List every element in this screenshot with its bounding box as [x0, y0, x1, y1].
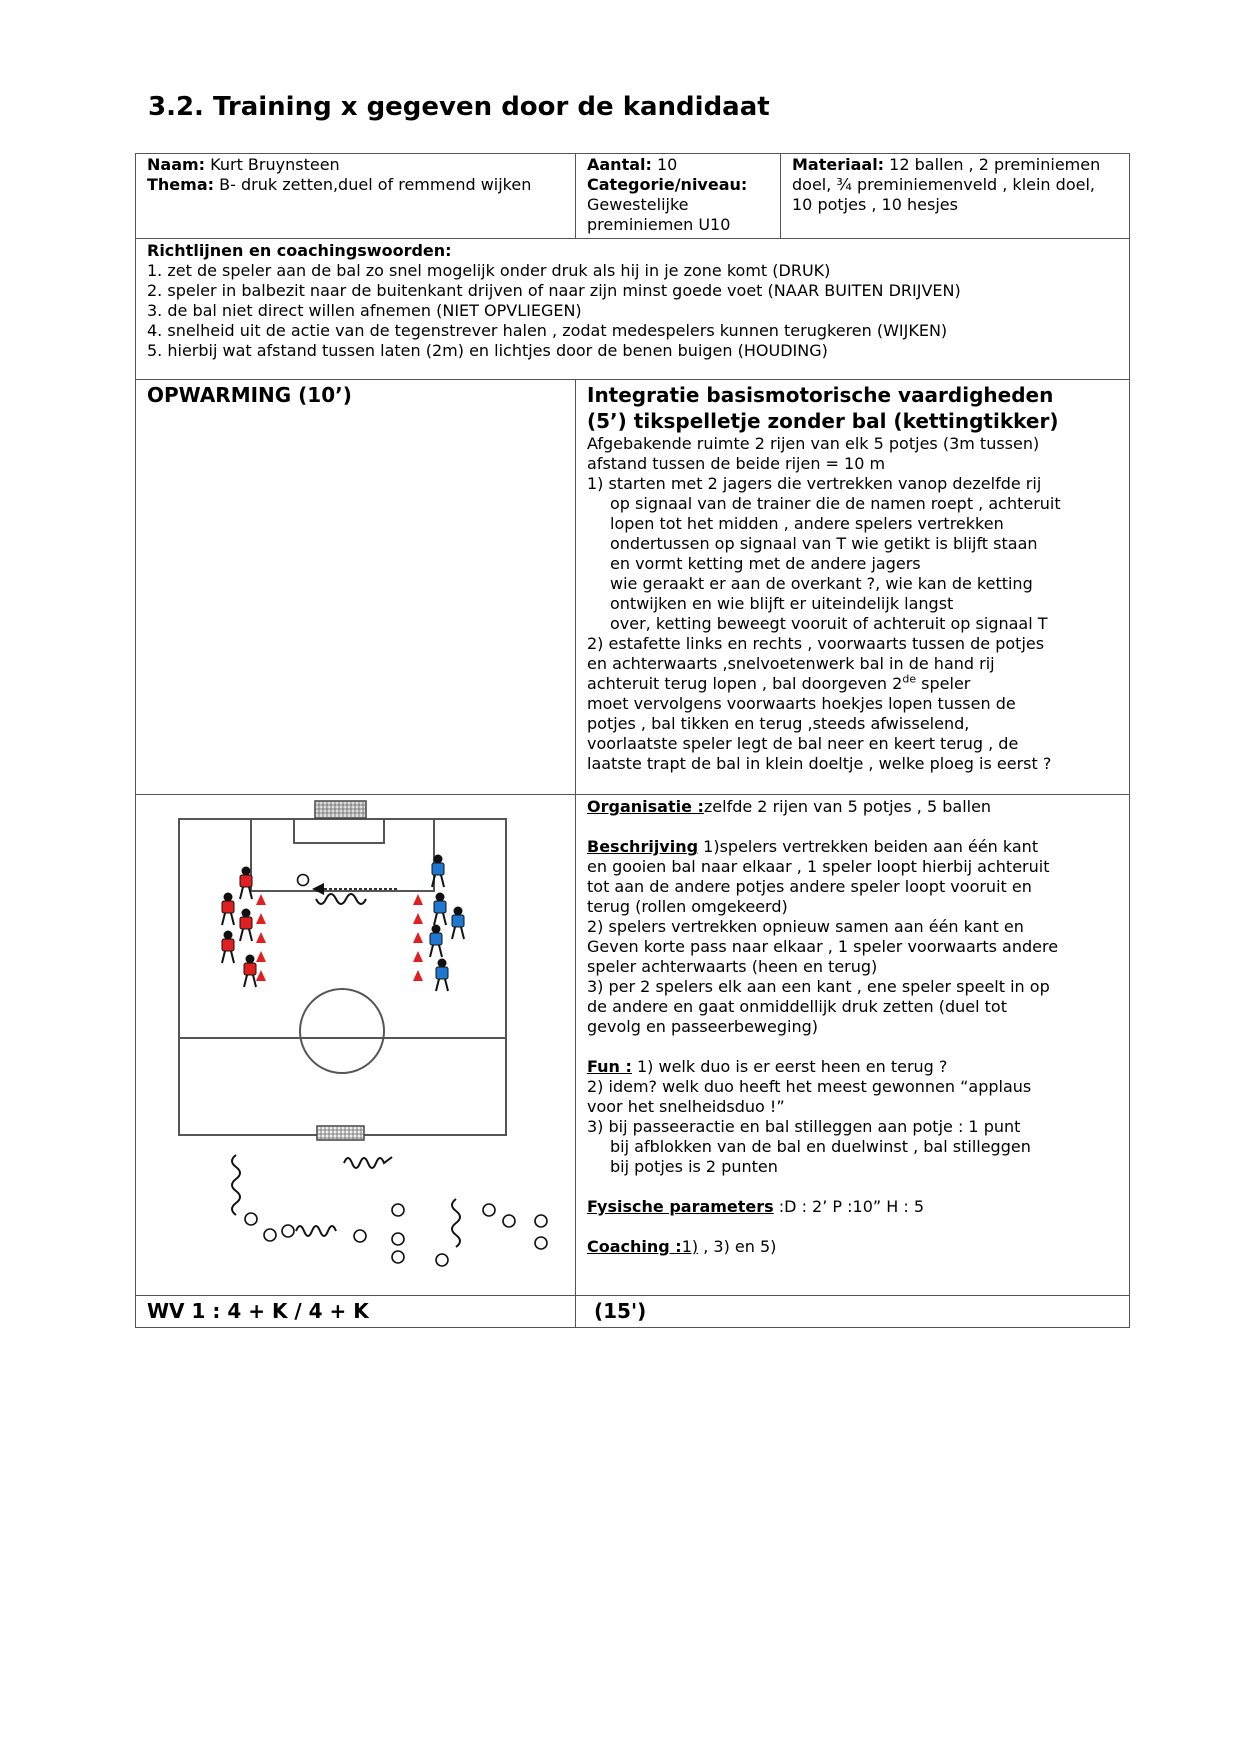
integratie-indented-line: op signaal van de trainer die de namen roept , achteruit [610, 494, 1061, 513]
opwarming-title: OPWARMING (10’) [147, 383, 352, 407]
balls [245, 875, 547, 1267]
fun-line: 3) bij passeeractie en bal stilleggen aan potje : 1 punt [587, 1117, 1021, 1136]
oefening-cell [576, 795, 1130, 1296]
organisatie-value: zelfde 2 rijen van 5 potjes , 5 ballen [703, 797, 992, 816]
integratie-title-1: Integratie basismotorische vaardigheden [587, 383, 1054, 407]
beschrijving-label: Beschrijving [587, 837, 699, 856]
coaching-label: Coaching : [587, 1237, 682, 1256]
header-row [136, 154, 1130, 239]
fun-indented-line: bij afblokken van de bal en duelwinst , bal stilleggen [610, 1137, 1031, 1156]
wavy-run-1 [316, 894, 366, 904]
beschrijving-first: 1)spelers vertrekken beiden aan één kant [698, 837, 1039, 856]
footer-right: (15') [594, 1299, 647, 1323]
aantal-cell [576, 154, 781, 239]
naam-thema-cell [136, 154, 576, 239]
beschrijving-line: Geven korte pass naar elkaar , 1 speler voorwaarts andere [587, 937, 1059, 956]
integratie-cell [576, 380, 1130, 795]
materiaal-value-2: doel, ¾ preminiemenveld , klein doel, [792, 175, 1095, 194]
integratie-line: moet vervolgens voorwaarts hoekjes lopen tussen de [587, 694, 1016, 713]
goal-area [294, 819, 384, 843]
fun-label: Fun : [587, 1057, 632, 1076]
beschrijving-line: 2) spelers vertrekken opnieuw samen aan één kant en [587, 917, 1024, 936]
richtlijn-item: 5. hierbij wat afstand tussen laten (2m) en lichtjes door de benen buigen (HOUDING) [147, 341, 828, 360]
materiaal-value-3: 10 potjes , 10 hesjes [792, 195, 958, 214]
integratie-line: potjes , bal tikken en terug ,steeds afwisselend, [587, 714, 970, 733]
categorie-value-1: Gewestelijke [587, 195, 689, 214]
naam-value: Kurt Bruynsteen [210, 155, 340, 174]
richtlijn-item: 3. de bal niet direct willen afnemen (NIET OPVLIEGEN) [147, 301, 582, 320]
integratie-line: Afgebakende ruimte 2 rijen van elk 5 potjes (3m tussen) [587, 434, 1040, 453]
footer-row [136, 1296, 1130, 1328]
footer-right-cell [576, 1296, 1130, 1328]
beschrijving-line: speler achterwaarts (heen en terug) [587, 957, 878, 976]
integratie-line: laatste trapt de bal in klein doeltje , welke ploeg is eerst ? [587, 754, 1052, 773]
cones-left [256, 894, 266, 981]
richtlijn-item: 2. speler in balbezit naar de buitenkant drijven of naar zijn minst goede voet (NAAR BUITEN DRIJVEN) [147, 281, 961, 300]
oefening-row [136, 795, 1130, 1296]
sup-text: de [902, 672, 917, 686]
wavy-run-3 [344, 1157, 392, 1168]
integratie-line-sup [587, 674, 1119, 694]
beschrijving-line: tot aan de andere potjes andere speler loopt vooruit en [587, 877, 1032, 896]
integratie-indented-line: en vormt ketting met de andere jagers [610, 554, 921, 573]
richtlijn-item: 4. snelheid uit de actie van de tegenstrever halen , zodat medespelers kunnen terugkeren (WIJKEN) [147, 321, 948, 340]
beschrijving-line: en gooien bal naar elkaar , 1 speler loopt hierbij achteruit [587, 857, 1050, 876]
richtlijn-item: 1. zet de speler aan de bal zo snel mogelijk onder druk als hij in je zone komt (DRUK) [147, 261, 831, 280]
organisatie-label: Organisatie : [587, 797, 704, 816]
wavy-run-2 [232, 1155, 240, 1215]
field-outline [179, 819, 506, 1135]
thema-label: Thema: [147, 175, 215, 194]
beschrijving-line: de andere en gaat onmiddellijk druk zetten (duel tot [587, 997, 1007, 1016]
aantal-value: 10 [657, 155, 678, 174]
fun-first: 1) welk duo is er eerst heen en terug ? [631, 1057, 948, 1076]
beschrijving-line: 3) per 2 spelers elk aan een kant , ene speler speelt in op [587, 977, 1050, 996]
sup-after: speler [916, 674, 971, 693]
materiaal-value-1: 12 ballen , 2 preminiemen [889, 155, 1101, 174]
penalty-area [251, 819, 434, 891]
pitch-diagram [136, 795, 614, 1295]
wavy-run-4 [296, 1226, 336, 1236]
training-sheet [135, 153, 1130, 1328]
thema-value: B- druk zetten,duel of remmend wijken [219, 175, 532, 194]
materiaal-label: Materiaal: [792, 155, 885, 174]
materiaal-cell [781, 154, 1130, 239]
categorie-value-2: preminiemen U10 [587, 215, 731, 234]
wavy-run-5 [452, 1199, 460, 1247]
center-circle [300, 989, 384, 1073]
integratie-indented-line: wie geraakt er aan de overkant ?, wie kan de ketting [610, 574, 1033, 593]
integratie-line: afstand tussen de beide rijen = 10 m [587, 454, 886, 473]
fun-indented-line: bij potjes is 2 punten [610, 1157, 778, 1176]
sup-before: achteruit terug lopen , bal doorgeven 2 [587, 674, 903, 693]
diagram-cell [136, 795, 576, 1296]
richtlijnen-title: Richtlijnen en coachingswoorden: [147, 241, 452, 260]
integratie-indented-line: ontwijken en wie blijft er uiteindelijk langst [610, 594, 954, 613]
richtlijnen-cell [136, 239, 1130, 380]
opwarming-row [136, 380, 1130, 795]
integratie-line: 2) estafette links en rechts , voorwaarts tussen de potjes [587, 634, 1045, 653]
beschrijving-line: terug (rollen omgekeerd) [587, 897, 788, 916]
fun-line: 2) idem? welk duo heeft het meest gewonnen “applaus [587, 1077, 1032, 1096]
coaching-ref: 1) [681, 1237, 699, 1256]
naam-label: Naam: [147, 155, 206, 174]
integratie-indented-line: lopen tot het midden , andere spelers vertrekken [610, 514, 1004, 533]
richtlijnen-row [136, 239, 1130, 380]
integratie-indented-line: over, ketting beweegt vooruit of achteruit op signaal T [610, 614, 1048, 633]
red-players [222, 867, 256, 987]
integratie-line: en achterwaarts ,snelvoetenwerk bal in de hand rij [587, 654, 995, 673]
fysische-value: :D : 2’ P :10” H : 5 [773, 1197, 925, 1216]
footer-left: WV 1 : 4 + K / 4 + K [147, 1299, 369, 1323]
integratie-indented-line: ondertussen op signaal van T wie getikt is blijft staan [610, 534, 1038, 553]
integratie-line: 1) starten met 2 jagers die vertrekken vanop dezelfde rij [587, 474, 1042, 493]
integratie-line: voorlaatste speler legt de bal neer en keert terug , de [587, 734, 1019, 753]
integratie-title-2: (5’) tikspelletje zonder bal (kettingtikker) [587, 409, 1059, 433]
cones-right [413, 894, 423, 981]
pass-arrow [312, 883, 398, 895]
fysische-label: Fysische parameters [587, 1197, 774, 1216]
coaching-value: , 3) en 5) [698, 1237, 777, 1256]
aantal-label: Aantal: [587, 155, 652, 174]
small-goal-icon [317, 1126, 364, 1140]
categorie-label: Categorie/niveau: [587, 175, 748, 194]
top-goal-icon [315, 801, 366, 818]
blue-players [430, 855, 464, 991]
opwarming-cell [136, 380, 576, 795]
footer-left-cell [136, 1296, 576, 1328]
beschrijving-line: gevolg en passeerbeweging) [587, 1017, 818, 1036]
fun-line: voor het snelheidsduo !” [587, 1097, 785, 1116]
page-title: 3.2. Training x gegeven door de kandidaat [148, 92, 770, 122]
